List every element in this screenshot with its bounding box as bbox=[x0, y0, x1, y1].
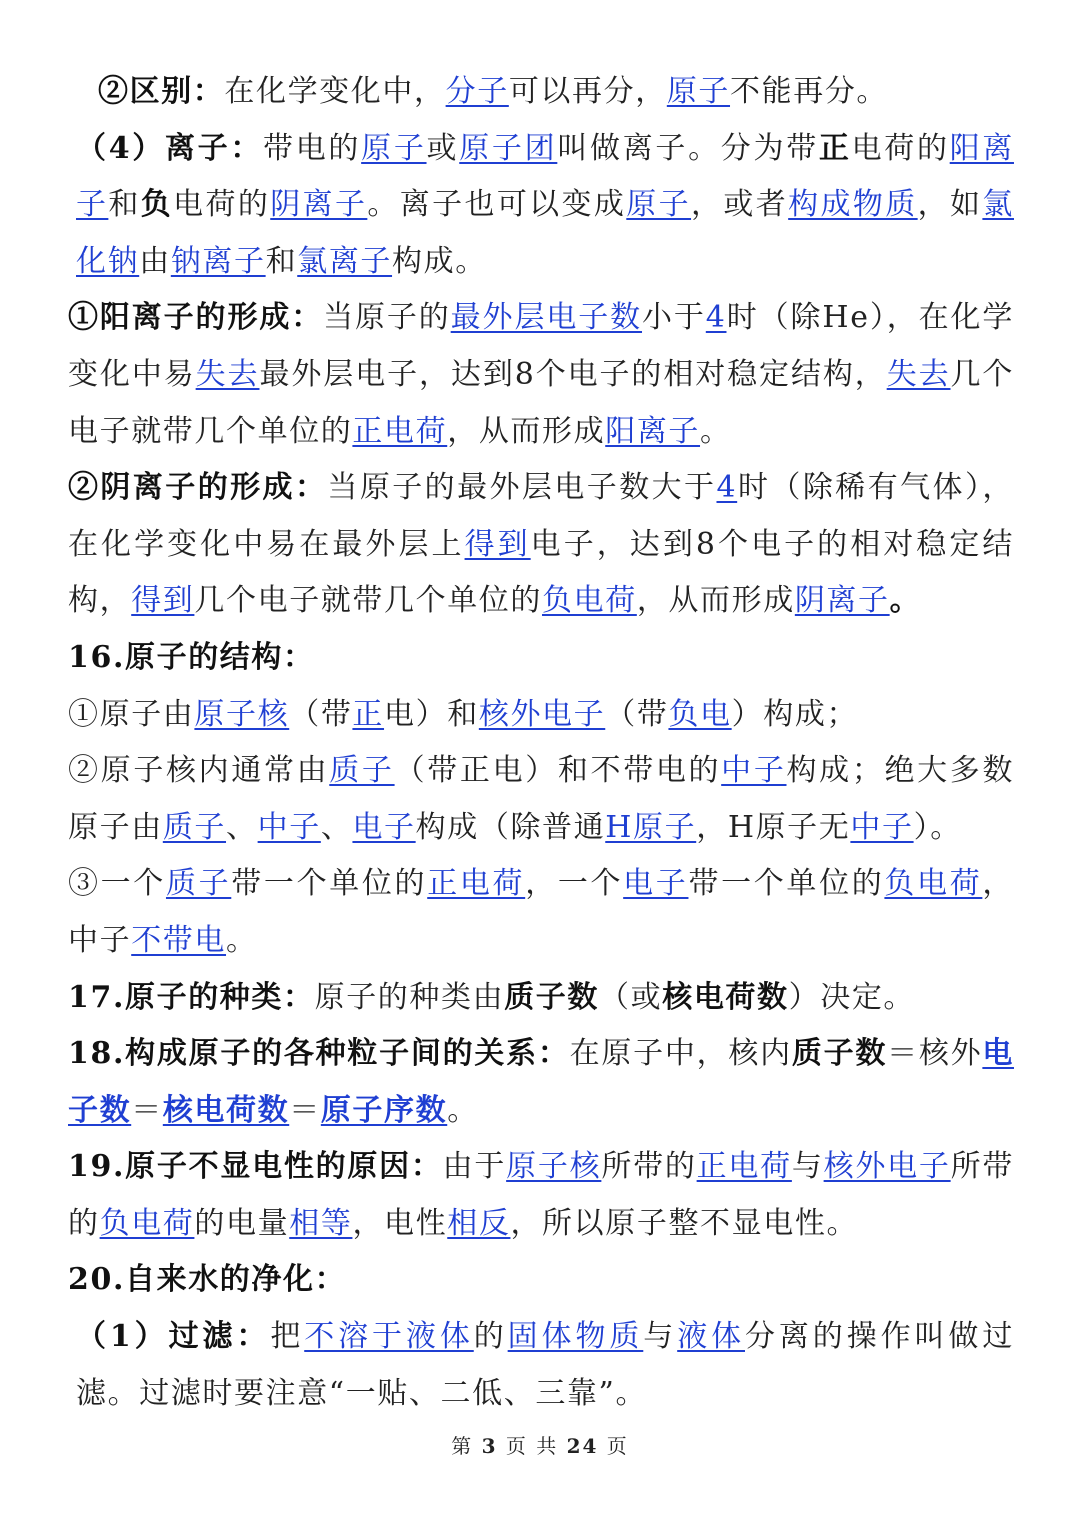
keyword-solid-matter: 固体物质 bbox=[507, 1319, 644, 1355]
paragraph-particle-relations: 18.构成原子的各种粒子间的关系：在原子中，核内质子数＝核外电子数＝核电荷数＝原子序数。 bbox=[68, 1036, 1014, 1128]
keyword-positive-charge: 正电荷 bbox=[696, 1149, 792, 1185]
page-number: 3 bbox=[481, 1434, 498, 1458]
keyword-anion: 阴离子 bbox=[794, 583, 890, 619]
keyword-atom: 原子 bbox=[666, 74, 731, 109]
keyword-electron: 电子 bbox=[352, 809, 416, 845]
keyword-anion: 阴离子 bbox=[270, 187, 368, 223]
paragraph-atom-structure-1: ①原子由原子核（带正电）和核外电子（带负电）构成； bbox=[68, 696, 859, 732]
section-heading-19: 19.原子不显电性的原因： bbox=[68, 1149, 443, 1185]
keyword-electron-count: 电子数 bbox=[68, 1036, 1014, 1128]
keyword-cation: 阳离子 bbox=[76, 130, 1014, 223]
keyword-proton: 质子 bbox=[165, 866, 232, 902]
paragraph-ion: （4）离子：带电的原子或原子团叫做离子。分为带正电荷的阳离子和负电荷的阴离子。离子也可以变成原子，或者构成物质，如氯化钠由钠离子和氯离子构成。 bbox=[76, 130, 1014, 279]
keyword-negative-charge: 负电荷 bbox=[99, 1205, 195, 1241]
keyword-positive-charge: 正电荷 bbox=[427, 866, 526, 902]
keyword-gain: 得到 bbox=[464, 526, 531, 562]
keyword-cation: 阳离子 bbox=[605, 413, 701, 449]
keyword-liquid: 液体 bbox=[677, 1319, 745, 1355]
heading-filtration: （1）过滤： bbox=[76, 1319, 271, 1355]
section-heading-16: 16.原子的结构： bbox=[68, 639, 315, 675]
keyword-insoluble: 不溶于液体 bbox=[304, 1319, 474, 1355]
paragraph-distinction: ②区别：在化学变化中，分子可以再分，原子不能再分。 bbox=[98, 74, 889, 109]
page-total: 24 bbox=[566, 1434, 599, 1458]
keyword-negative-electricity: 负电 bbox=[668, 696, 732, 732]
keyword-four: 4 bbox=[705, 300, 727, 336]
keyword-proton: 质子 bbox=[329, 753, 395, 789]
keyword-positive: 正 bbox=[352, 696, 385, 732]
keyword-extranuclear-electron: 核外电子 bbox=[823, 1149, 951, 1185]
keyword-opposite: 相反 bbox=[447, 1205, 511, 1241]
keyword-atom: 原子 bbox=[626, 187, 692, 223]
keyword-equal: 相等 bbox=[289, 1205, 353, 1241]
keyword-molecule: 分子 bbox=[445, 74, 509, 109]
section-heading-18: 18.构成原子的各种粒子间的关系： bbox=[68, 1036, 570, 1072]
keyword-proton: 质子 bbox=[162, 809, 227, 845]
paragraph-atom-structure-3: ③一个质子带一个单位的正电荷，一个电子带一个单位的负电荷，中子不带电。 bbox=[68, 866, 1014, 958]
heading-anion-formation: ②阴离子的形成： bbox=[68, 470, 328, 506]
keyword-lose: 失去 bbox=[195, 356, 260, 392]
keyword-negative-charge: 负电荷 bbox=[542, 583, 637, 619]
keyword-lose: 失去 bbox=[886, 356, 951, 392]
paragraph-filtration: （1）过滤：把不溶于液体的固体物质与液体分离的操作叫做过滤。过滤时要注意“一贴、二低、三靠”。 bbox=[76, 1319, 1014, 1411]
section-heading-17: 17.原子的种类： bbox=[68, 979, 315, 1015]
keyword-neutron: 中子 bbox=[257, 809, 321, 845]
page-footer: 第 3 页 共 24 页 bbox=[451, 1434, 629, 1458]
keyword-atom: 原子 bbox=[361, 130, 427, 166]
keyword-sodium-chloride: 氯化钠 bbox=[76, 187, 1014, 279]
keyword-electron: 电子 bbox=[623, 866, 689, 902]
keyword-neutron: 中子 bbox=[721, 753, 787, 789]
keyword-sodium-ion: 钠离子 bbox=[170, 243, 266, 279]
keyword-chloride-ion: 氯离子 bbox=[297, 243, 393, 279]
paragraph-anion-formation: ②阴离子的形成：当原子的最外层电子数大于4时（除稀有气体），在化学变化中易在最外层上得到电子，达到8个电子的相对稳定结构，得到几个电子就带几个单位的负电荷，从而形成阴离子。 bbox=[68, 470, 1014, 619]
keyword-nuclear-charge: 核电荷数 bbox=[162, 1092, 290, 1128]
keyword-negative-charge: 负电荷 bbox=[884, 866, 983, 902]
heading-cation-formation: ①阳离子的形成： bbox=[68, 300, 324, 336]
keyword-atomic-number: 原子序数 bbox=[320, 1092, 448, 1128]
paragraph-cation-formation: ①阳离子的形成：当原子的最外层电子数小于4时（除He），在化学变化中易失去最外层电子，达到8个电子的相对稳定结构，失去几个电子就带几个单位的正电荷，从而形成阳离子。 bbox=[68, 300, 1015, 449]
keyword-constitute-matter: 构成物质 bbox=[788, 187, 918, 223]
keyword-four: 4 bbox=[716, 470, 738, 506]
keyword-uncharged: 不带电 bbox=[131, 922, 227, 958]
keyword-extranuclear-electron: 核外电子 bbox=[478, 696, 606, 732]
keyword-positive-charge: 正电荷 bbox=[352, 413, 448, 449]
keyword-h-atom: H原子 bbox=[605, 809, 697, 845]
keyword-atomic-group: 原子团 bbox=[459, 130, 558, 166]
keyword-nucleus: 原子核 bbox=[194, 696, 290, 732]
paragraph-neutrality: 19.原子不显电性的原因：由于原子核所带的正电荷与核外电子所带的负电荷的电量相等，电性相反，所以原子整不显电性。 bbox=[68, 1149, 1014, 1241]
keyword-nucleus: 原子核 bbox=[506, 1149, 602, 1185]
keyword-outer-electrons: 最外层电子数 bbox=[450, 300, 643, 336]
keyword-gain: 得到 bbox=[131, 583, 195, 619]
paragraph-atom-structure-2: ②原子核内通常由质子（带正电）和不带电的中子构成；绝大多数原子由质子、中子、电子构成（除普通H原子，H原子无中子）。 bbox=[68, 753, 1015, 845]
heading-ion: （4）离子： bbox=[76, 130, 264, 166]
heading-distinction: ②区别： bbox=[98, 74, 225, 109]
keyword-neutron: 中子 bbox=[850, 809, 914, 845]
section-heading-20: 20.自来水的净化： bbox=[68, 1262, 347, 1298]
paragraph-atom-types: 17.原子的种类：原子的种类由质子数（或核电荷数）决定。 bbox=[68, 979, 916, 1015]
